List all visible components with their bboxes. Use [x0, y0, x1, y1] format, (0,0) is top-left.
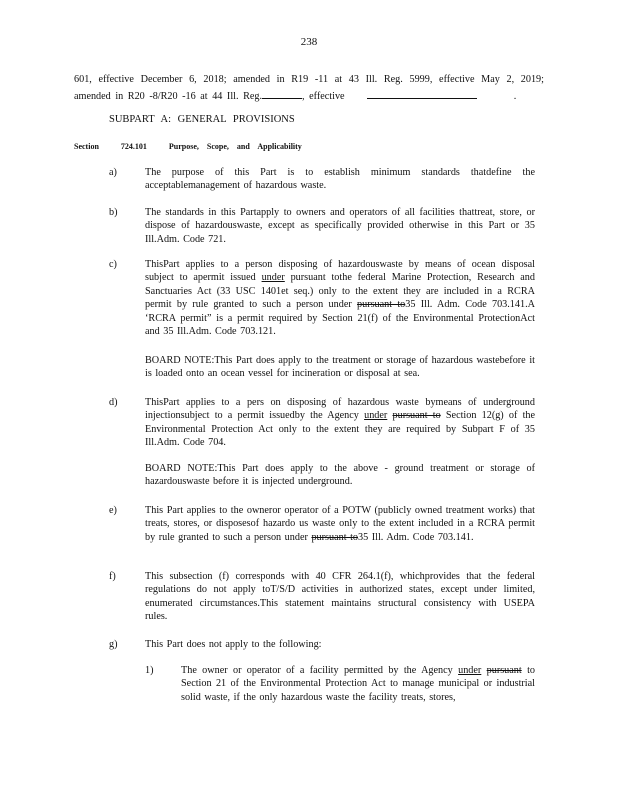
history-note-end: .	[513, 91, 517, 102]
text-run: 35 Ill. Adm. Code 703.141.A ‘RCRA permit” is a permit required by Section 21(f) of the Environmental ProtectionAct and 35 Ill.Adm. Code 703.121.	[145, 299, 535, 338]
deleted-text: pursuant to	[357, 299, 406, 311]
blank-line	[367, 88, 477, 99]
text-run: The owner or operator of a facility permitted by the Agency	[181, 665, 459, 676]
page-number: 238	[300, 36, 318, 48]
section-number: 724.101	[120, 142, 147, 151]
subsection-label: c)	[109, 259, 117, 270]
subsection-label: g)	[109, 639, 118, 650]
history-note-text: 601, effective December 6, 2018; amended in R19 -11 at 43 Ill. Reg. 5999, effective May 2, 2019; amended in R20 -8/R20 -16 at 44 Ill. Reg.	[74, 74, 544, 102]
section-title: Purpose, Scope, and Applicability	[168, 142, 302, 151]
text-run: Section 12(g) of the Environmental Protection Act only to the extent they are required by Subpart F of 35 Ill.Adm. Code 704.	[145, 410, 536, 449]
subsection-text: The standards in this Partapply to owners and operators of all facilities thattreat, store, or dispose of hazardouswaste, except as specifically provided otherwise in this Part or 35 Ill.Adm. Code 721.	[145, 207, 535, 245]
subsection-label: b)	[109, 207, 118, 218]
section-heading	[74, 142, 316, 151]
inserted-text: under	[458, 665, 482, 676]
subsection-label: f)	[109, 571, 116, 582]
text-run: 35 Ill. Adm. Code 703.141.	[358, 531, 474, 543]
subpart-heading: SUBPART A: GENERAL PROVISIONS	[109, 114, 295, 125]
deleted-text: pursuant to	[311, 531, 358, 543]
text-run: pursuant tothe federal Marine Protection, Research and Sanctuaries Act (33 USC 1401et seq.) only to the extent they are included in a RCRA permit by rule granted to such a person under	[145, 272, 535, 311]
deleted-text: pursuant to	[392, 410, 441, 422]
inserted-text: under	[261, 272, 285, 284]
board-note-text: BOARD NOTE:This Part does apply to the above - ground treatment or storage of hazardouswaste before it is injected underground.	[145, 463, 535, 488]
text-run: to Section 21 of the Environmental Protection Act to manage municipal or industrial solid waste, if the only hazardous waste the facility treats, stores,	[181, 665, 535, 703]
subsection-text	[145, 396, 535, 450]
subsection-label: 1)	[145, 665, 154, 676]
blank-line	[262, 88, 302, 99]
subsection-text	[145, 258, 535, 338]
subsection-label: a)	[109, 167, 117, 178]
subsection-label: e)	[109, 505, 117, 516]
text-run: ThisPart applies to a person disposing of hazardouswaste by means of ocean disposal subject to apermit issued	[145, 259, 535, 284]
subsection-label: d)	[109, 397, 118, 408]
subsection-text: This subsection (f) corresponds with 40 CFR 264.1(f), whichprovides that the federal regulations do not apply toT/S/D activities in authorized states, except under limited, enumerated circumstances.This statement maintains structural consistency with USEPA rules.	[145, 571, 535, 623]
section-label: Section	[74, 142, 99, 151]
text-run: This Part applies to the owneror operator of a POTW (publicly owned treatment works) that treats, stores, or disposesof hazardo us waste only to the extent included in a RCRA permit by rule granted to such a person under	[145, 505, 535, 543]
history-note-effective: , effective	[302, 91, 345, 102]
deleted-text: pursuant	[486, 665, 522, 676]
text-run: ThisPart applies to a pers on disposing of hazardous waste bymeans of underground injectionsubject to a permit issuedby the Agency	[145, 397, 535, 422]
subsection-text	[181, 664, 535, 704]
history-note	[74, 72, 544, 105]
inserted-text: under	[364, 410, 388, 422]
subsection-text	[145, 504, 535, 544]
subsection-text: This Part does not apply to the following:	[145, 639, 322, 650]
subsection-text: The purpose of this Part is to establish minimum standards thatdefine the acceptablemanagement of hazardous waste.	[145, 167, 535, 192]
board-note-text: BOARD NOTE:This Part does apply to the treatment or storage of hazardous wastebefore it is loaded onto an ocean vessel for incineration or disposal at sea.	[145, 355, 535, 380]
